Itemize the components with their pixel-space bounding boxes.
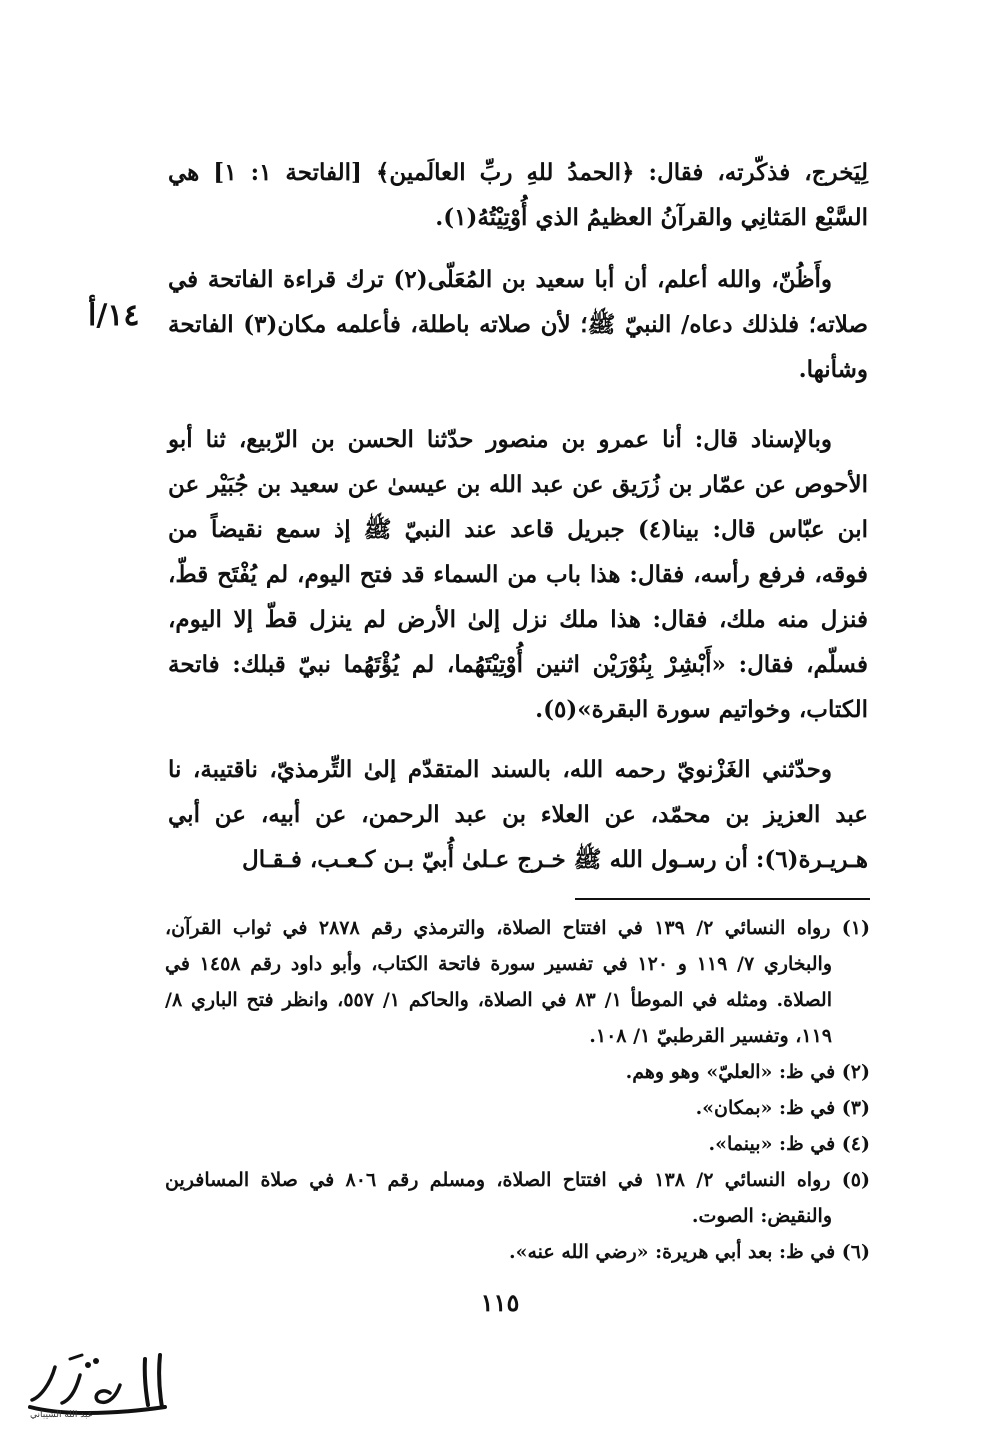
footnote-divider (575, 898, 870, 900)
body-paragraph-2 (168, 257, 868, 392)
footnote-6: (٦) في ظ: بعد أبي هريرة: «رضي الله عنه». (508, 1241, 870, 1263)
footnotes (165, 910, 870, 1270)
body-paragraph-1 (168, 150, 868, 240)
paragraph-text: وأَظُنّ، والله أعلم، أن أبا سعيد بن المُعَلّى(٢) ترك قراءة الفاتحة في صلاته؛ فلذلك دعاه/ النبيّ ﷺ؛ لأن صلاته باطلة، فأعلمه مكان(٣) الفاتحة وشأنها. (168, 266, 868, 383)
footnote-3: (٣) في ظ: «بمكان». (695, 1097, 870, 1119)
footnote-4: (٤) في ظ: «بينما». (708, 1133, 870, 1155)
footnote-5: (٥) رواه النسائي ٢/ ١٣٨ في افتتاح الصلاة، ومسلم رقم ٨٠٦ في صلاة المسافرين والنقيض: الصوت. (165, 1169, 870, 1227)
logo-caption: عبد الله الشيباني (30, 1410, 94, 1420)
page-number: ١١٥ (480, 1288, 520, 1317)
paragraph-text: لِيَخرج، فذكّرته، فقال: ﴿الحمدُ للهِ ربِّ العالَمين﴾ [الفاتحة ١: ١] هي السَّبْع المَثانِي والقرآنُ العظيمُ الذي أُوْتِيْتُهُ(١). (168, 159, 868, 231)
footnote-2: (٢) في ظ: «العليّ» وهو وهم. (625, 1061, 870, 1083)
body-paragraph-4 (168, 747, 868, 882)
paragraph-text: وبالإسناد قال: أنا عمرو بن منصور حدّثنا الحسن بن الرّبيع، ثنا أبو الأحوص عن عمّار بن زُرَيق عن عبد الله بن عيسىٰ عن سعيد بن جُبَيْر عن ابن عبّاس قال: بينا(٤) جبريل قاعد عند النبيّ ﷺ إذ سمع نقيضاً من فوقه، فرفع رأسه، فقال: هذا باب من السماء قد فتح اليوم، لم يُفْتَح قطّ، فنزل منه ملك، فقال: هذا ملك نزل إلىٰ الأرض لم ينزل قطّ إلا اليوم، فسلّم، فقال: «أَبْشِرْ بِنُوْرَيْن اثنين أُوْتِيْتَهُما، لم يُؤْتَهُما نبيّ قبلك: فاتحة الكتاب، وخواتيم سورة البقرة»(٥). (168, 426, 868, 723)
body-paragraph-3 (168, 417, 868, 732)
paragraph-text: وحدّثني الغَزْنويّ رحمه الله، بالسند المتقدّم إلىٰ التِّرمذيّ، ناقتيبة، نا عبد العزيز بن محمّد، عن العلاء بن عبد الرحمن، عن أبيه، عن أبي هـريـرة(٦): أن رسـول الله ﷺ خـرج عـلىٰ أُبيّ بـن كـعـب، فـقـال (168, 756, 868, 873)
margin-folio-note: ١٤/أ (88, 298, 140, 333)
footnote-1: (١) رواه النسائي ٢/ ١٣٩ في افتتاح الصلاة، والترمذي رقم ٢٨٧٨ في ثواب القرآن، والبخاري ٧/ ١١٩ و ١٢٠ في تفسير سورة فاتحة الكتاب، وأبو داود رقم ١٤٥٨ في الصلاة. ومثله في الموطأ ١/ ٨٣ في الصلاة، والحاكم ١/ ٥٥٧، وانظر فتح الباري ٨/ ١١٩، وتفسير القرطبيّ ١/ ١٠٨. (165, 917, 870, 1047)
